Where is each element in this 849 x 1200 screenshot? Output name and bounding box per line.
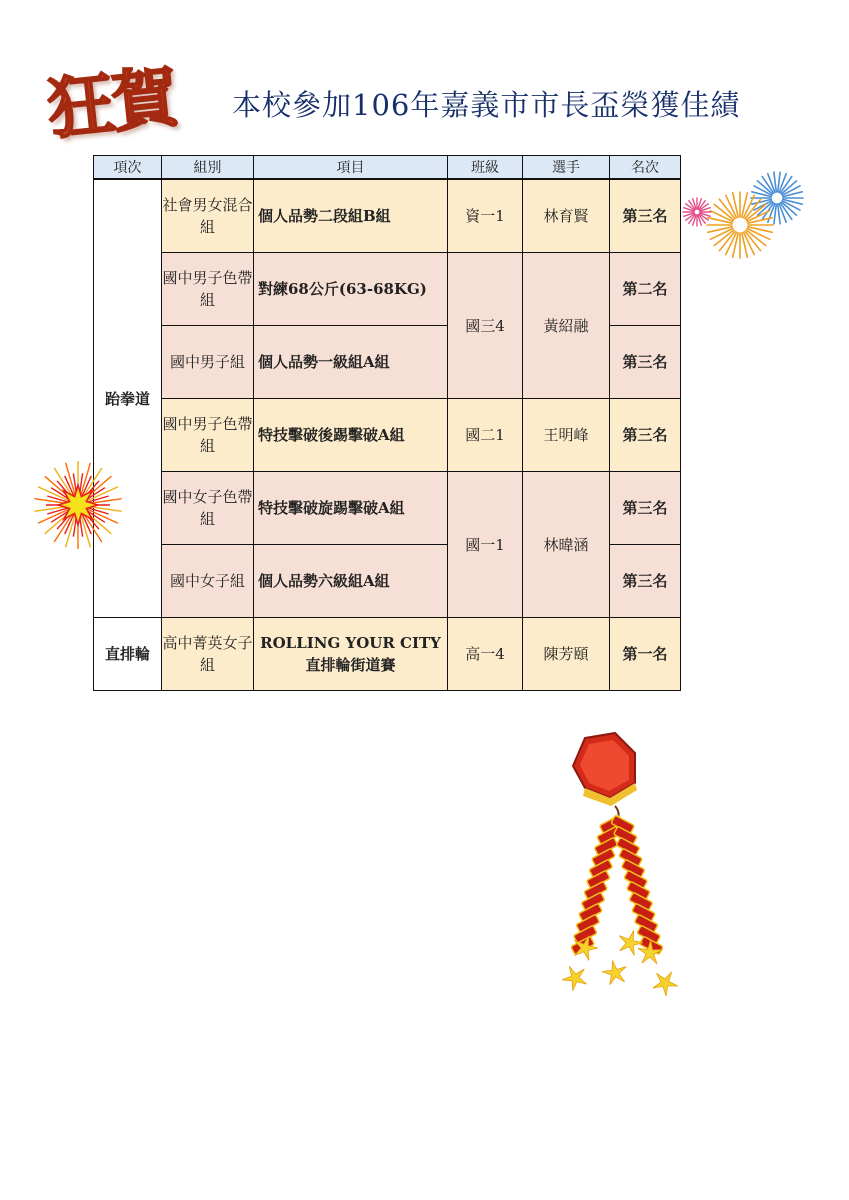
class-cell: 資一1 <box>448 179 523 252</box>
sport-cell: 直排輪 <box>94 617 162 690</box>
header-cell: 組別 <box>162 156 254 180</box>
rank-cell: 第三名 <box>610 471 681 544</box>
division-cell: 高中菁英女子組 <box>162 617 254 690</box>
results-table <box>93 155 681 691</box>
division-cell: 國中女子色帶組 <box>162 471 254 544</box>
firework-icon <box>30 455 130 555</box>
page-title: 本校參加106年嘉義市市長盃榮獲佳績 <box>232 88 741 122</box>
player-cell: 王明峰 <box>523 398 610 471</box>
greeting-text: 狂賀 <box>44 57 180 149</box>
rank-cell: 第三名 <box>610 398 681 471</box>
header-cell: 項目 <box>254 156 448 180</box>
firecracker-icon <box>555 728 690 998</box>
player-cell: 黃紹融 <box>523 252 610 398</box>
firework-icon <box>675 170 815 270</box>
item-cell: ROLLING YOUR CITY 直排輪街道賽 <box>254 617 448 690</box>
division-cell: 國中男子組 <box>162 325 254 398</box>
rank-cell: 第三名 <box>610 325 681 398</box>
division-cell: 國中男子色帶組 <box>162 398 254 471</box>
rank-cell: 第一名 <box>610 617 681 690</box>
item-cell: 個人品勢六級組A組 <box>254 544 448 617</box>
item-cell: 特技擊破旋踢擊破A組 <box>254 471 448 544</box>
item-cell: 對練68公斤(63-68KG) <box>254 252 448 325</box>
table-row <box>94 617 681 690</box>
class-cell: 國一1 <box>448 471 523 617</box>
item-cell: 個人品勢二段組B組 <box>254 179 448 252</box>
class-cell: 國三4 <box>448 252 523 398</box>
division-cell: 國中女子組 <box>162 544 254 617</box>
rank-cell: 第三名 <box>610 179 681 252</box>
class-cell: 高一4 <box>448 617 523 690</box>
player-cell: 陳芳頤 <box>523 617 610 690</box>
table-row <box>94 252 681 325</box>
table-row <box>94 398 681 471</box>
division-cell: 國中男子色帶組 <box>162 252 254 325</box>
player-cell: 林暐涵 <box>523 471 610 617</box>
header-cell: 名次 <box>610 156 681 180</box>
rank-cell: 第三名 <box>610 544 681 617</box>
table-row <box>94 471 681 544</box>
sport-cell: 跆拳道 <box>94 179 162 617</box>
division-cell: 社會男女混合組 <box>162 179 254 252</box>
table-header-row <box>94 156 681 180</box>
header-cell: 項次 <box>94 156 162 180</box>
rank-cell: 第二名 <box>610 252 681 325</box>
class-cell: 國二1 <box>448 398 523 471</box>
player-cell: 林育賢 <box>523 179 610 252</box>
table-row <box>94 179 681 252</box>
header-cell: 班級 <box>448 156 523 180</box>
item-cell: 特技擊破後踢擊破A組 <box>254 398 448 471</box>
header-cell: 選手 <box>523 156 610 180</box>
item-cell: 個人品勢一級組A組 <box>254 325 448 398</box>
